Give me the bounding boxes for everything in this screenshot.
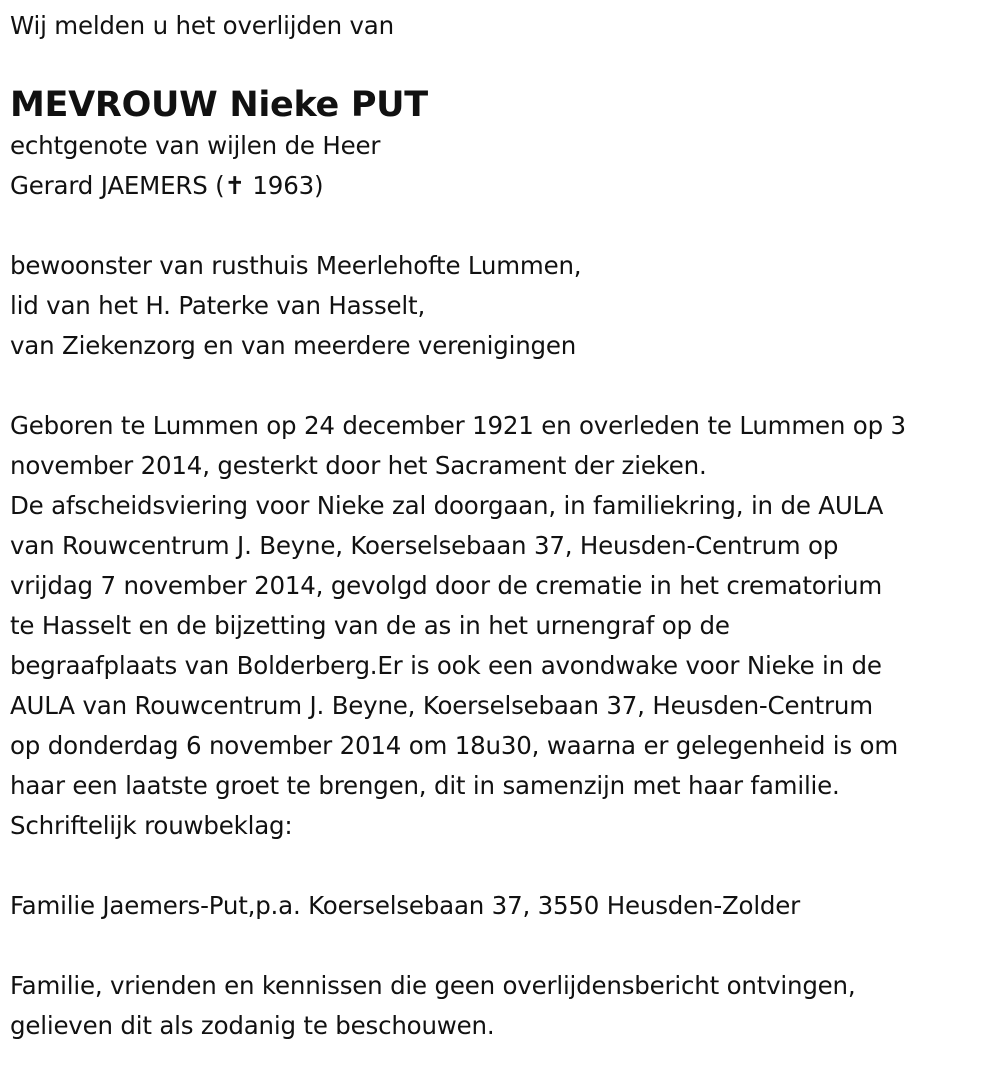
spouse-line-1: echtgenote van wijlen de Heer bbox=[10, 131, 381, 160]
body-line: De afscheidsviering voor Nieke zal doorgaan, in familiekring, in de AULA bbox=[10, 491, 884, 520]
closing-line-1: Familie, vrienden en kennissen die geen overlijdensbericht ontvingen, bbox=[10, 971, 856, 1000]
affiliation-line-2: lid van het H. Paterke van Hasselt, bbox=[10, 291, 426, 320]
closing-line-2: gelieven dit als zodanig te beschouwen. bbox=[10, 1011, 495, 1040]
spacer bbox=[10, 366, 1000, 406]
condolence-address: Familie Jaemers-Put,p.a. Koerselsebaan 37, 3550 Heusden-Zolder bbox=[10, 891, 801, 920]
body-line: haar een laatste groet te brengen, dit in samenzijn met haar familie. bbox=[10, 771, 840, 800]
body-line: begraafplaats van Bolderberg.Er is ook een avondwake voor Nieke in de bbox=[10, 651, 882, 680]
spacer bbox=[10, 846, 1000, 886]
spacer bbox=[10, 206, 1000, 246]
body-line: te Hasselt en de bijzetting van de as in het urnengraf op de bbox=[10, 611, 730, 640]
body-line: van Rouwcentrum J. Beyne, Koerselsebaan 37, Heusden-Centrum op bbox=[10, 531, 839, 560]
body-line: AULA van Rouwcentrum J. Beyne, Koerselsebaan 37, Heusden-Centrum bbox=[10, 691, 873, 720]
body-line: Geboren te Lummen op 24 december 1921 en overleden te Lummen op 3 bbox=[10, 411, 906, 440]
affiliation-line-1: bewoonster van rusthuis Meerlehofte Lummen, bbox=[10, 251, 582, 280]
spacer bbox=[10, 926, 1000, 966]
body-line: november 2014, gesterkt door het Sacrament der zieken. bbox=[10, 451, 707, 480]
spouse-line-2: Gerard JAEMERS (✝ 1963) bbox=[10, 171, 324, 200]
body-line: op donderdag 6 november 2014 om 18u30, waarna er gelegenheid is om bbox=[10, 731, 899, 760]
intro-text: Wij melden u het overlijden van bbox=[10, 11, 394, 40]
affiliation-line-3: van Ziekenzorg en van meerdere verenigingen bbox=[10, 331, 577, 360]
deceased-name: MEVROUW Nieke PUT bbox=[10, 85, 428, 125]
body-line: vrijdag 7 november 2014, gevolgd door de crematie in het crematorium bbox=[10, 571, 883, 600]
body-line: Schriftelijk rouwbeklag: bbox=[10, 811, 293, 840]
